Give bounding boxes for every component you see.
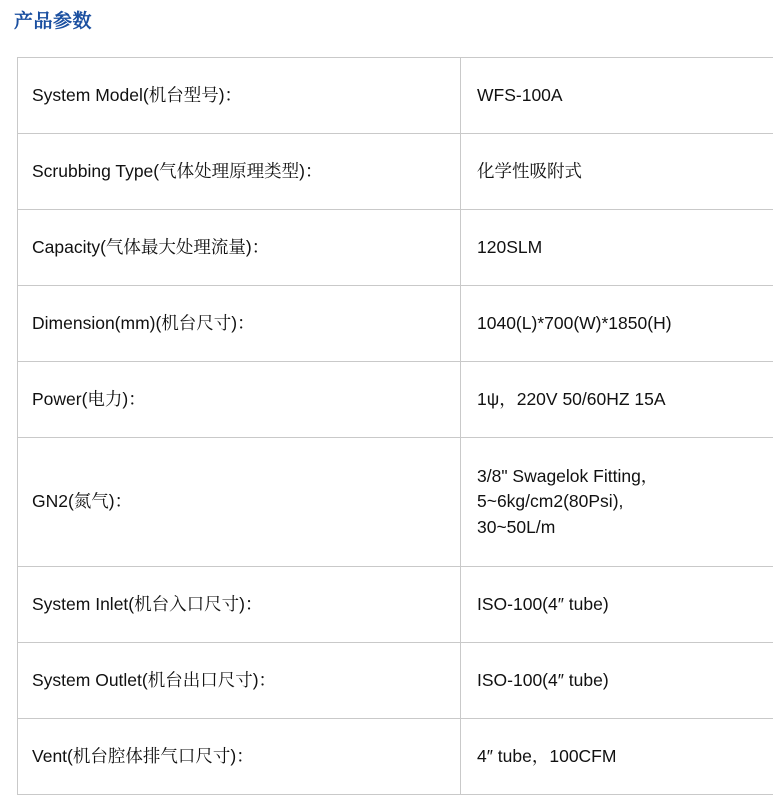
- spec-value: 1ψ，220V 50/60HZ 15A: [461, 362, 773, 438]
- table-body: [18, 58, 773, 795]
- table-row: [18, 58, 773, 134]
- table-row: [18, 210, 773, 286]
- table-row: [18, 643, 773, 719]
- table-row: [18, 719, 773, 795]
- spec-label: Power(电力)：: [18, 362, 461, 438]
- spec-value-line: 5~6kg/cm2(80Psi),: [477, 491, 624, 512]
- spec-value: [461, 438, 773, 567]
- spec-value: 120SLM: [461, 210, 773, 286]
- spec-label: System Inlet(机台入口尺寸)：: [18, 567, 461, 643]
- spec-value-lines: [477, 464, 773, 540]
- spec-label: Capacity(气体最大处理流量)：: [18, 210, 461, 286]
- spec-label: System Outlet(机台出口尺寸)：: [18, 643, 461, 719]
- spec-label: Vent(机台腔体排气口尺寸)：: [18, 719, 461, 795]
- spec-value: WFS-100A: [461, 58, 773, 134]
- spec-value: 1040(L)*700(W)*1850(H): [461, 286, 773, 362]
- spec-value: 化学性吸附式: [461, 134, 773, 210]
- spec-label: GN2(氮气)：: [18, 438, 461, 567]
- spec-value: ISO-100(4″ tube): [461, 643, 773, 719]
- table-row: [18, 134, 773, 210]
- specifications-table: [17, 57, 773, 795]
- table-row: [18, 362, 773, 438]
- table-row: [18, 286, 773, 362]
- spec-value: 4″ tube，100CFM: [461, 719, 773, 795]
- spec-label: Scrubbing Type(气体处理原理类型)：: [18, 134, 461, 210]
- table-row: [18, 438, 773, 567]
- spec-label: Dimension(mm)(机台尺寸)：: [18, 286, 461, 362]
- spec-value-line: 3/8" Swagelok Fitting，: [477, 465, 659, 486]
- spec-value: ISO-100(4″ tube): [461, 567, 773, 643]
- spec-value-line: 30~50L/m: [477, 516, 556, 537]
- table-row: [18, 567, 773, 643]
- spec-label: System Model(机台型号)：: [18, 58, 461, 134]
- page-title: 产品参数: [14, 11, 93, 32]
